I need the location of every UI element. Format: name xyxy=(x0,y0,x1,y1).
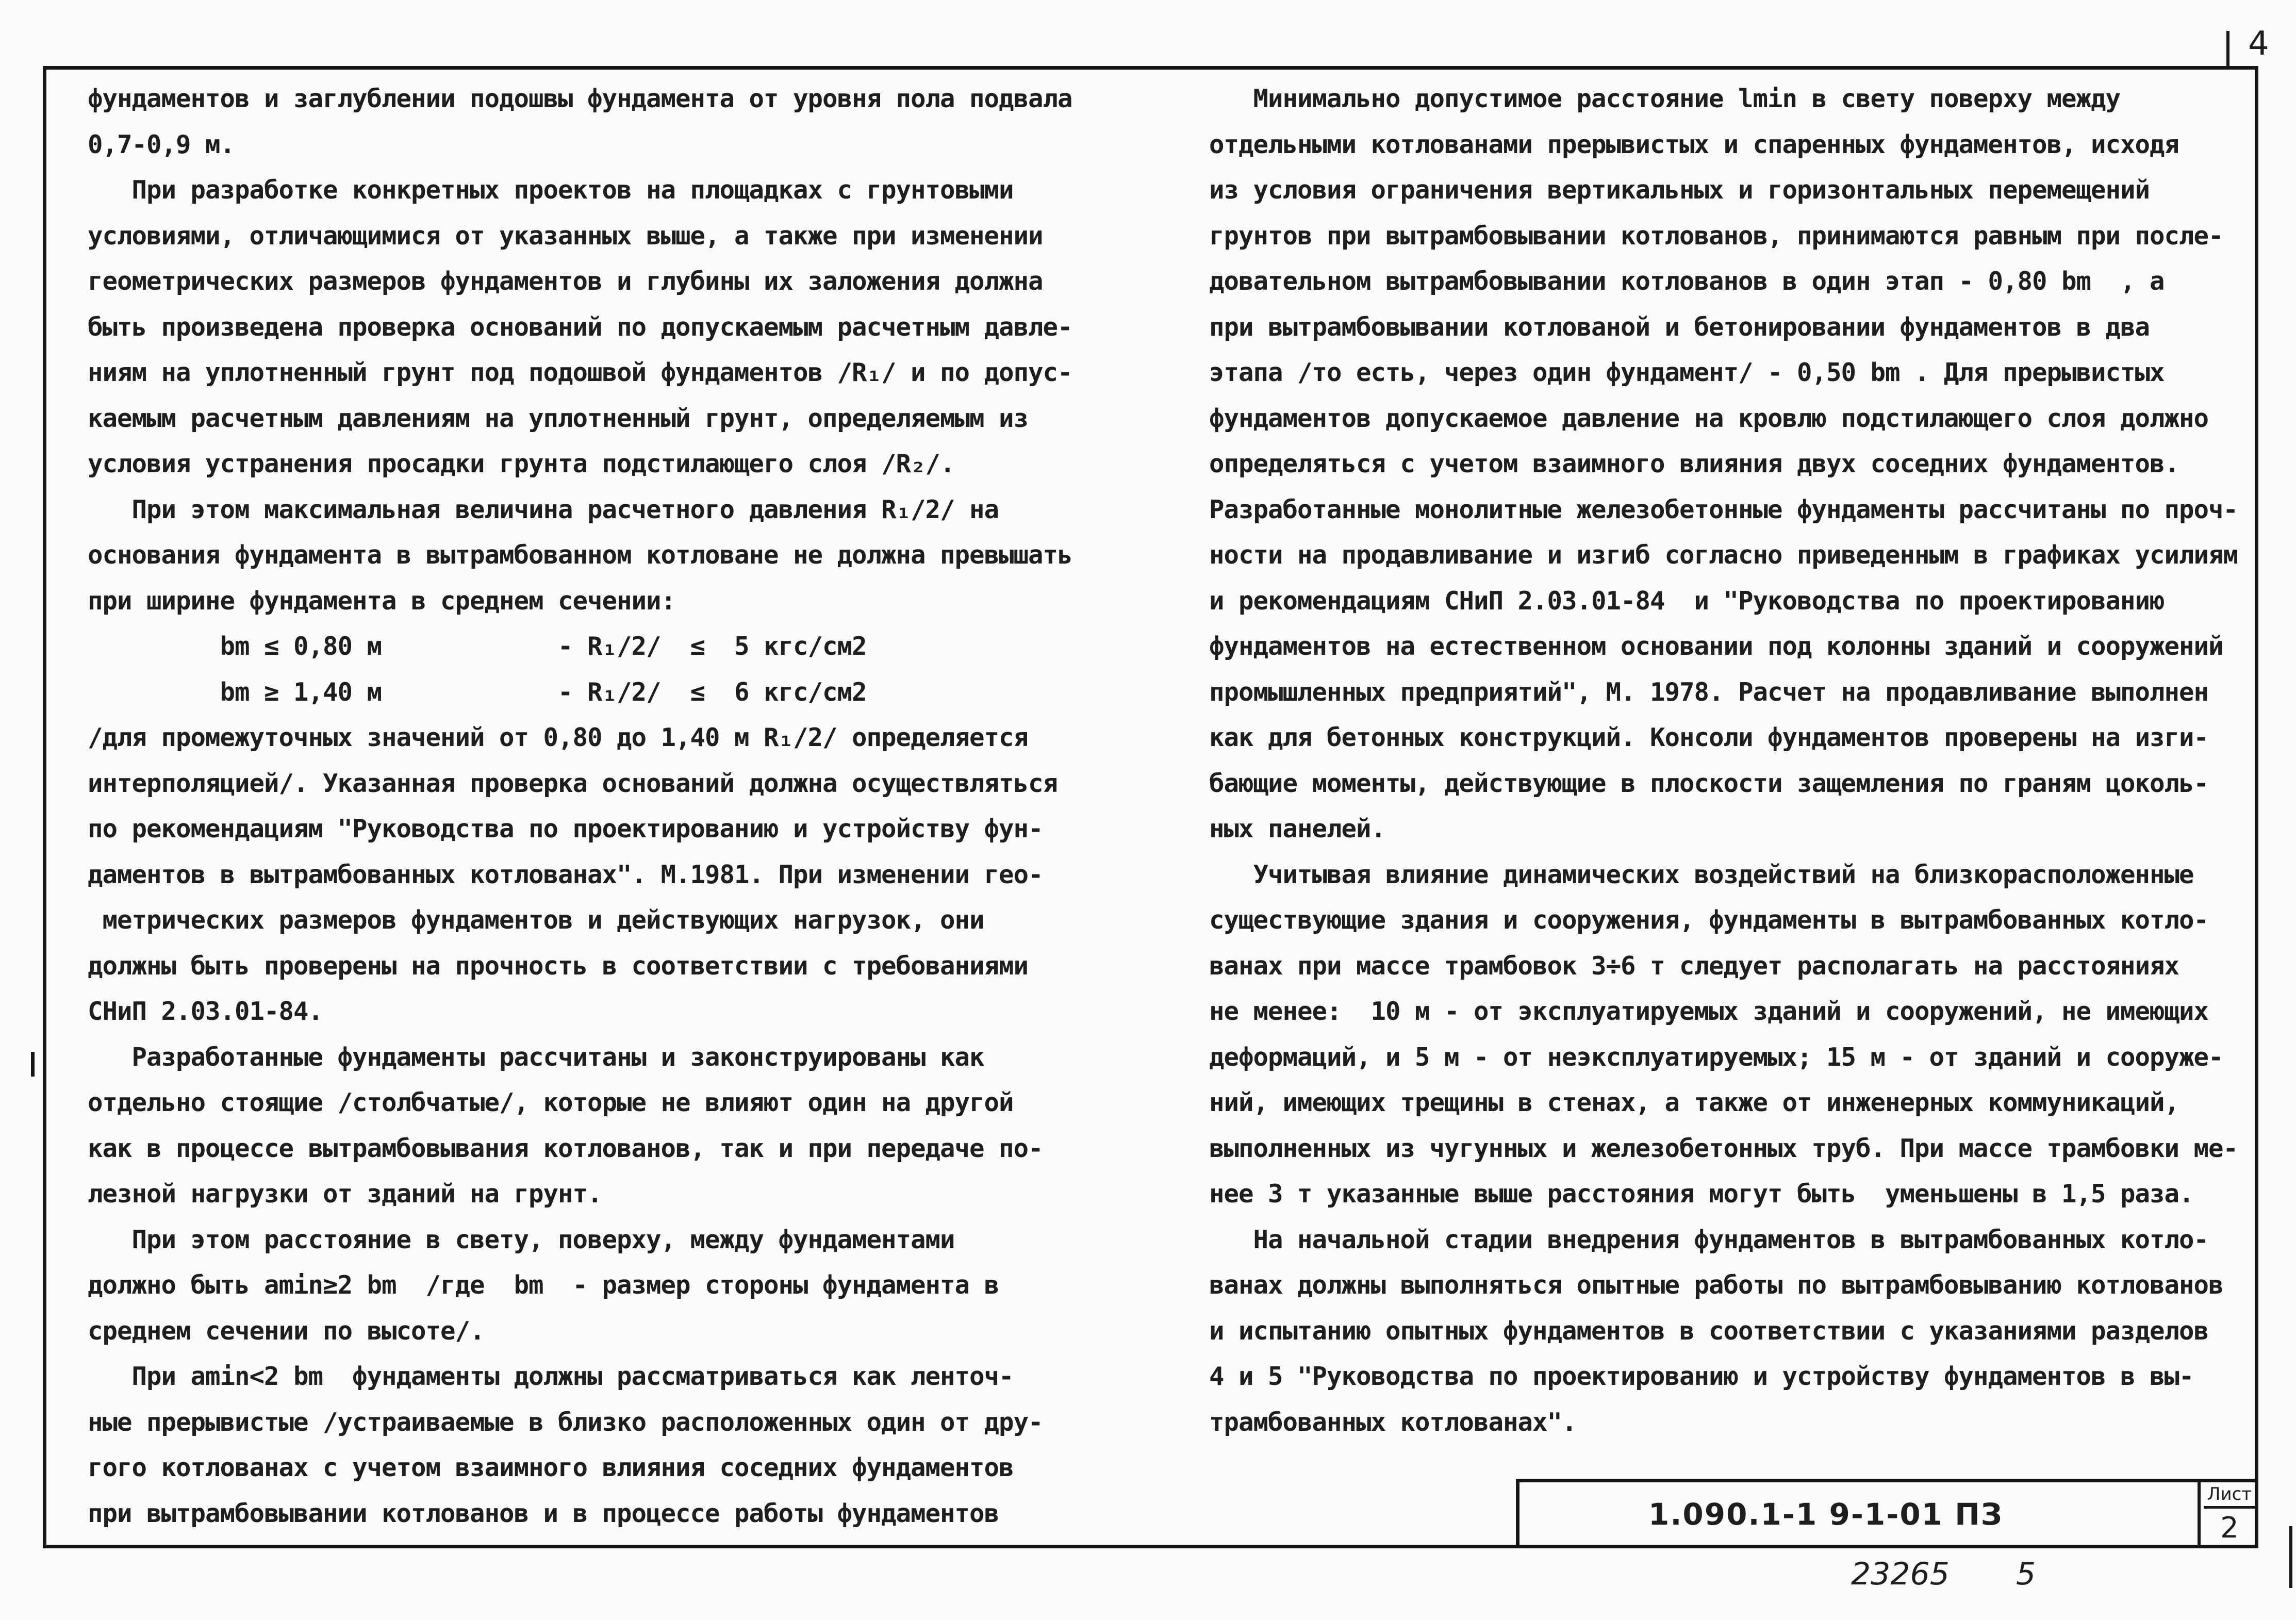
right-text-column xyxy=(1209,76,2238,1445)
text-line: должны быть проверены на прочность в соответствии с требованиями xyxy=(88,951,1029,981)
text-line: каемым расчетным давлениям на уплотненный грунт, определяемым из xyxy=(88,403,1029,433)
text-line: этапа /то есть, через один фундамент/ - 0,50 bm . Для прерывистых xyxy=(1209,358,2165,387)
text-line: Разработанные фундаменты рассчитаны и законструированы как xyxy=(88,1042,984,1072)
text-line: грунтов при вытрамбовывании котлованов, принимаются равным при после- xyxy=(1209,221,2223,251)
corner-tick xyxy=(2226,31,2229,67)
text-line: деформаций, и 5 м - от неэксплуатируемых; 15 м - от зданий и сооруже- xyxy=(1209,1042,2223,1072)
text-line: промышленных предприятий", М. 1978. Расчет на продавливание выполнен xyxy=(1209,677,2209,707)
text-line: и испытанию опытных фундаментов в соответствии с указаниями разделов xyxy=(1209,1316,2209,1346)
text-line: и рекомендациям СНиП 2.03.01-84 и "Руководства по проектированию xyxy=(1209,586,2165,616)
text-line: ванах должны выполняться опытные работы по вытрамбовыванию котлованов xyxy=(1209,1270,2223,1300)
text-line: основания фундамента в вытрамбованном котловане не должна превышать xyxy=(88,540,1072,570)
text-line: СНиП 2.03.01-84. xyxy=(88,997,323,1026)
text-line: при вытрамбовывании котлованов и в процессе работы фундаментов xyxy=(88,1498,999,1528)
text-line: условиями, отличающимися от указанных выше, а также при изменении xyxy=(88,221,1043,251)
text-line: определяться с учетом взаимного влияния двух соседних фундаментов. xyxy=(1209,449,2179,478)
text-line: /для промежуточных значений от 0,80 до 1,40 м R₁/2/ определяется xyxy=(88,723,1029,752)
text-line: При этом расстояние в свету, поверху, между фундаментами xyxy=(88,1225,955,1254)
text-line: отдельными котлованами прерывистых и спаренных фундаментов, исходя xyxy=(1209,129,2179,159)
text-line: Учитывая влияние динамических воздействий на близкорасположенные xyxy=(1209,859,2194,889)
text-line: На начальной стадии внедрения фундаментов в вытрамбованных котло- xyxy=(1209,1225,2209,1254)
text-line: ний, имеющих трещины в стенах, а также от инженерных коммуникаций, xyxy=(1209,1088,2179,1117)
inventory-number: 23265 xyxy=(1851,1556,1950,1592)
text-line: из условия ограничения вертикальных и горизонтальных перемещений xyxy=(1209,175,2150,205)
text-line: бающие моменты, действующие в плоскости защемления по граням цоколь- xyxy=(1209,768,2209,798)
text-line: по рекомендациям "Руководства по проектированию и устройству фун- xyxy=(88,814,1043,844)
text-line: даментов в вытрамбованных котлованах". М.1981. При изменении гео- xyxy=(88,859,1043,889)
text-line: быть произведена проверка оснований по допускаемым расчетным давле- xyxy=(88,312,1072,342)
text-line: 4 и 5 "Руководства по проектированию и устройству фундаментов в вы- xyxy=(1209,1362,2194,1391)
sheet-number: 2 xyxy=(2220,1511,2239,1545)
text-line: условия устранения просадки грунта подстилающего слоя /R₂/. xyxy=(88,449,955,478)
footer-page-number: 5 xyxy=(2016,1556,2036,1592)
text-line: ниям на уплотненный грунт под подошвой фундаментов /R₁/ и по допус- xyxy=(88,358,1072,387)
text-line: фундаментов допускаемое давление на кровлю подстилающего слоя должно xyxy=(1209,403,2209,433)
text-line: фундаментов на естественном основании под колонны зданий и сооружений xyxy=(1209,632,2223,661)
text-line: не менее: 10 м - от эксплуатируемых зданий и сооружений, не имеющих xyxy=(1209,997,2209,1026)
text-line: довательном вытрамбовывании котлованов в один этап - 0,80 bm , а xyxy=(1209,267,2165,296)
text-line: bm ≥ 1,40 м - R₁/2/ ≤ 6 кгс/см2 xyxy=(88,677,867,707)
text-line: среднем сечении по высоте/. xyxy=(88,1316,485,1346)
text-line: 0,7-0,9 м. xyxy=(88,129,235,159)
text-line: гого котлованах с учетом взаимного влияния соседних фундаментов xyxy=(88,1453,1014,1482)
text-line: При amin<2 bm фундаменты должны рассматриваться как ленточ- xyxy=(88,1362,1014,1391)
text-line: ные прерывистые /устраиваемые в близко расположенных один от дру- xyxy=(88,1407,1043,1437)
text-line: при вытрамбовывании котлованой и бетонировании фундаментов в два xyxy=(1209,312,2150,342)
text-line: нее 3 т указанные выше расстояния могут быть уменьшены в 1,5 раза. xyxy=(1209,1179,2194,1209)
text-line: ванах при массе трамбовок 3÷6 т следует располагать на расстояниях xyxy=(1209,951,2179,981)
text-line: фундаментов и заглублении подошвы фундамента от уровня пола подвала xyxy=(88,84,1072,113)
sheet-label: Лист xyxy=(2204,1482,2255,1509)
text-line: bm ≤ 0,80 м - R₁/2/ ≤ 5 кгс/см2 xyxy=(88,632,867,661)
text-line: При разработке конкретных проектов на площадках с грунтовыми xyxy=(88,175,1014,205)
text-line: лезной нагрузки от зданий на грунт. xyxy=(88,1179,602,1209)
margin-tick-left xyxy=(31,1052,35,1077)
document-code: 1.090.1-1 9-1-01 ПЗ xyxy=(1648,1497,2003,1532)
text-line: как для бетонных конструкций. Консоли фундаментов проверены на изги- xyxy=(1209,723,2209,752)
text-line: При этом максимальная величина расчетного давления R₁/2/ на xyxy=(88,494,999,524)
text-line: как в процессе вытрамбовывания котлованов, так и при передаче по- xyxy=(88,1133,1043,1163)
text-line: Разработанные монолитные железобетонные фундаменты рассчитаны по проч- xyxy=(1209,494,2238,524)
text-line: должно быть amin≥2 bm /где bm - размер стороны фундамента в xyxy=(88,1270,999,1300)
text-line: отдельно стоящие /столбчатые/, которые не влияют один на другой xyxy=(88,1088,1014,1117)
text-line: при ширине фундамента в среднем сечении: xyxy=(88,586,676,616)
text-line: ных панелей. xyxy=(1209,814,1386,844)
text-line: геометрических размеров фундаментов и глубины их заложения должна xyxy=(88,267,1043,296)
left-text-column xyxy=(88,76,1093,1536)
text-line: существующие здания и сооружения, фундаменты в вытрамбованных котло- xyxy=(1209,905,2209,935)
text-line: метрических размеров фундаментов и действующих нагрузок, они xyxy=(88,905,984,935)
text-line: ности на продавливание и изгиб согласно приведенным в графиках усилиям xyxy=(1209,540,2238,570)
text-line: Минимально допустимое расстояние lmin в свету поверху между xyxy=(1209,84,2121,113)
text-line: интерполяцией/. Указанная проверка оснований должна осуществляться xyxy=(88,768,1058,798)
text-line: выполненных из чугунных и железобетонных труб. При массе трамбовки ме- xyxy=(1209,1133,2238,1163)
sheet-box xyxy=(2198,1482,2258,1548)
corner-page-number: 4 xyxy=(2248,25,2269,63)
text-line: трамбованных котлованах". xyxy=(1209,1407,1577,1437)
title-block-stamp xyxy=(1516,1479,2258,1548)
margin-tick-right xyxy=(2289,1526,2292,1588)
